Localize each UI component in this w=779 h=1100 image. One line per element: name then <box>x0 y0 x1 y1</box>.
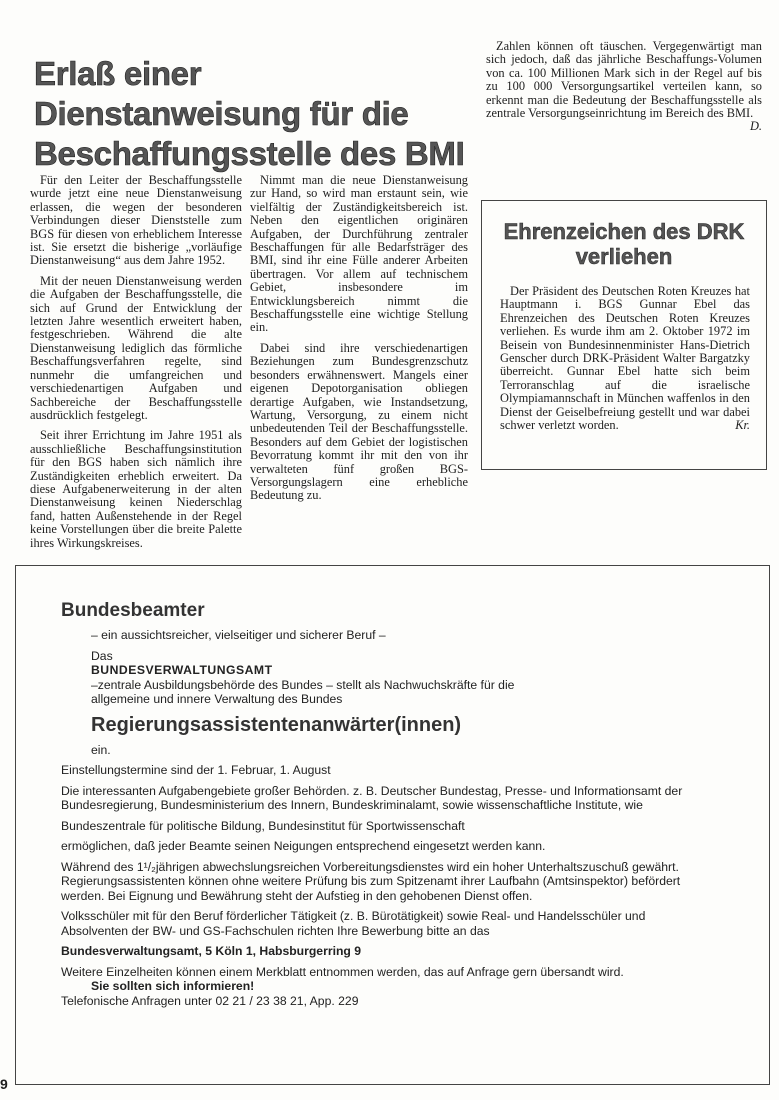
drk-news-box <box>481 200 767 470</box>
ad-areas: Die interessanten Aufgabengebiete großer Behörden. z. B. Deutscher Bundestag, Presse- und Informationsamt der Bundesregierung, Bundesministerium des Innern, Bundeskriminalamt, sowie wissenschaftliche Institute, wie <box>61 783 683 812</box>
article-column-3 <box>486 40 762 134</box>
article-paragraph: Seit ihrer Errichtung im Jahre 1951 als ausschließliche Beschaffungsinstitution für den BGS haben sich nämlich ihre Zuständigkeiten erheblich erweitert. Da diese Aufgabenerweiterung in der alten Dienstanweisung keinen Niederschlag fand, hatten Außenstehende in der Regel keine Vorstellungen über die breite Palette ihres Wirkungskreises. <box>30 428 242 550</box>
ad-heading: Bundesbeamter <box>61 600 205 621</box>
ad-cta: Sie sollten sich informieren! <box>91 979 255 993</box>
ad-institutes: Bundeszentrale für politische Bildung, Bundesinstitut für Sportwissenschaft <box>61 818 465 833</box>
ad-details: Weitere Einzelheiten können einem Merkblatt entnommen werden, das auf Anfrage gern übersandt wird. <box>61 964 624 979</box>
page-number: 9 <box>0 1076 8 1092</box>
article-paragraph: Nimmt man die neue Dienstanweisung zur Hand, so wird man erstaunt sein, wie vielfältig der Zuständigkeitsbereich ist. Neben den eigentlichen originären Aufgaben, der Durchführung zentraler Beschaffungen für alle Bedarfsträger des BMI, sind ihr eine Fülle anderer Arbeiten übertragen. Vor allem auf technischem Gebiet, insbesondere im Entwicklungsbereich nimmt die Beschaffungsstelle eine wichtige Stellung ein. <box>250 173 468 335</box>
ad-enable: ermöglichen, daß jeder Beamte seinen Neigungen entsprechend eingesetzt werden kann. <box>61 839 546 853</box>
article-column-1 <box>30 174 242 557</box>
ad-applicants: Volksschüler mit für den Beruf förderlicher Tätigkeit (z. B. Bürotätigkeit) sowie Real- und Handelsschüler und Absolventen der BW- und GS-Fachschulen richten Ihre Bewerbung bitte an das <box>61 909 646 938</box>
ad-ein: ein. <box>91 742 111 757</box>
article-paragraph: Für den Leiter der Beschaffungsstelle wurde jetzt eine neue Dienstanweisung erlassen, die wegen der besonderen Verbindungen dieser Dienststelle zum BGS für diesen von erheblichem Interesse ist. Sie ersetzt die bisherige „vorläufige Dienstanweisung“ aus dem Jahre 1952. <box>30 173 242 268</box>
ad-agency: BUNDESVERWALTUNGSAMT <box>91 663 273 677</box>
article-column-2 <box>250 174 468 510</box>
job-advertisement <box>15 565 770 1085</box>
ad-address: Bundesverwaltungsamt, 5 Köln 1, Habsburgerring 9 <box>61 944 362 958</box>
article-signature: D. <box>749 119 762 134</box>
ad-das: Das <box>91 648 113 663</box>
drk-signature: Kr. <box>735 418 750 433</box>
article-paragraph: Dabei sind ihre verschiedenartigen Beziehungen zum Bundesgrenzschutz besonders erwähnenswert. Mangels einer eigenen Depotorganisation obliegen derartige Aufgaben, wie Instandsetzung, Wartung, Versorgung, zu einem nicht unbedeutenden Teil der Beschaffungsstelle. Besonders auf dem Gebiet der logistischen Bevorratung kommt ihr mit den von ihr verwalteten fünf großen BGS-Versorgungslagern eine erhebliche Bedeutung zu. <box>250 340 468 503</box>
drk-title: Ehrenzeichen des DRK verliehen <box>503 219 745 269</box>
article-paragraph: Mit der neuen Dienstanweisung werden die Aufgaben der Beschaffungsstelle, die sich auf Grund der Entwicklung der letzten Jahre wesentlich erweitert haben, festgeschrieben. Während die alte Dienstanweisung lediglich das förmliche Beschaffungsverfahren regelte, sind nunmehr die umfangreichen und verschiedenartigen Aufgaben und Sachbereiche der Beschaffungsstelle ausdrücklich festgelegt. <box>30 273 242 422</box>
ad-subheading: – ein aussichtsreicher, vielseitiger und sicherer Beruf – <box>91 628 386 642</box>
ad-phone: Telefonische Anfragen unter 02 21 / 23 38 21, App. 229 <box>61 993 359 1008</box>
article-paragraph: Zahlen können oft täuschen. Vergegenwärtigt man sich jedoch, daß das jährliche Beschaffungs-Volumen von ca. 100 Millionen Mark sich in der Regel auf bis zu 100 000 Versorgungsartikel verteilen kann, so erkennt man die Bedeutung der Beschaffungsstelle als zentrale Versorgungseinrichtung im Bereich des BMI. <box>486 39 762 121</box>
ad-training: Während des 1¹/₂jährigen abwechslungsreichen Vorbereitungsdienstes wird ein hoher Unterhaltszuschuß gewährt. Regierungsassistenten können ohne weitere Prüfung bis zum Spitzenamt ihrer Laufbahn (Amtsinspektor) befördert werden. Bei Eignung und Bewährung steht der Aufstieg in den gehobenen Dienst offen. <box>61 859 681 903</box>
ad-agency-desc: –zentrale Ausbildungsbehörde des Bundes – stellt als Nachwuchskräfte für die allgemeine und innere Verwaltung des Bundes <box>91 677 515 706</box>
article-title: Erlaß einer Dienstanweisung für die Beschaffungsstelle des BMI <box>34 55 465 172</box>
ad-dates: Einstellungstermine sind der 1. Februar, 1. August <box>61 763 331 777</box>
ad-position: Regierungsassistentenanwärter(innen) <box>91 713 462 736</box>
drk-text: Der Präsident des Deutschen Roten Kreuzes hat Hauptmann i. BGS Gunnar Ebel das Ehrenzeichen des Deutschen Roten Kreuzes verliehen. Es wurde ihm am 2. Oktober 1972 im Beisein von Bundesinnenminister Hans-Dietrich Genscher durch DRK-Präsident Walter Bargatzky überreicht. Gunnar Ebel hatte sich beim Terroranschlag auf die israelische Olympiamannschaft in München waffenlos in den Dienst der Geiselbefreiung gestellt und war dabei schwer verletzt worden. <box>500 284 750 433</box>
